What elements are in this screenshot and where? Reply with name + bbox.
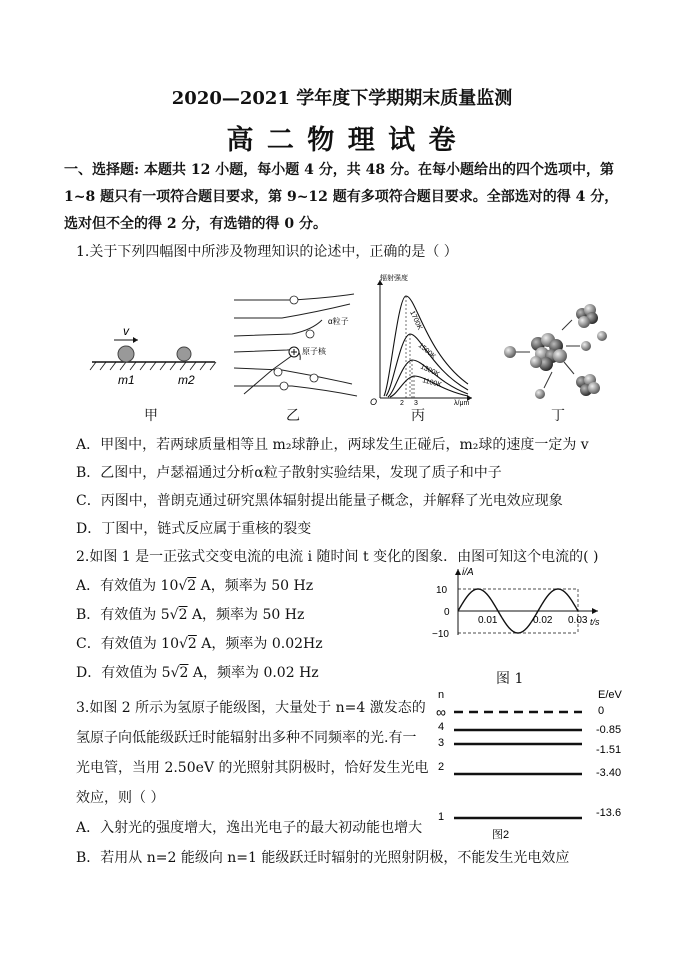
caption-jia: 甲 xyxy=(144,408,158,424)
v-label: v xyxy=(123,324,129,338)
q1-option-d: D．丁图中，链式反应属于重核的裂变 xyxy=(76,521,312,537)
caption-bing: 丙 xyxy=(411,408,425,424)
y-tick-10: 10 xyxy=(436,585,448,596)
fig-jia xyxy=(90,320,220,390)
q1-stem: 1.关于下列四幅图中所涉及物理知识的论述中，正确的是（ ） xyxy=(76,244,458,260)
level-2-n: 2 xyxy=(438,761,445,773)
q3-option-b: B．若用从 n=2 能级向 n=1 能级跃迁时辐射的光照射阴极，不能发生光电效应 xyxy=(76,850,570,866)
level-inf-e: 0 xyxy=(598,705,605,717)
q3-line3: 光电管，当用 2.50eV 的光照射其阴极时，恰好发生光电 xyxy=(76,760,429,776)
bing-ylabel: 辐射强度 xyxy=(380,275,408,282)
q2-option-a: A．有效值为 10√2 A，频率为 50 Hz xyxy=(76,578,314,594)
fig-bing xyxy=(368,274,478,406)
curve-label-3: 1300K xyxy=(419,363,441,379)
caption-ding: 丁 xyxy=(551,408,565,424)
sine-ylabel: i/A xyxy=(462,567,474,578)
figure-1-caption: 图 1 xyxy=(496,671,524,687)
exam-title: 2020—2021 学年度下学期期末质量监测 xyxy=(171,88,513,109)
level-4-n: 4 xyxy=(438,721,445,733)
sine-xlabel: t/s xyxy=(590,617,600,627)
curve-label-1: 1700K xyxy=(408,309,424,332)
bing-xlabel: λ/μm xyxy=(454,400,470,407)
q3-line2: 氢原子向低能级跃迁时能辐射出多种不同频率的光.有一 xyxy=(76,730,417,746)
level-3-e: -1.51 xyxy=(596,744,622,756)
bing-tick-2: 2 xyxy=(400,400,404,407)
fig-ding xyxy=(500,300,612,402)
y-tick-neg10: −10 xyxy=(432,629,449,640)
q2-stem: 2.如图 1 是一正弦式交变电流的电流 i 随时间 t 变化的图象．由图可知这个电流的( ) xyxy=(76,549,599,565)
x-tick-002: 0.02 xyxy=(533,615,553,626)
n-header: n xyxy=(438,689,445,701)
nucleus-label: 原子核 xyxy=(302,347,326,356)
section-instruction-line2: 1~8 题只有一项符合题目要求，第 9~12 题有多项符合题目要求。全部选对的得 4 分， xyxy=(64,189,619,205)
curve-label-2: 1500K xyxy=(416,342,437,361)
q1-option-a: A．甲图中，若两球质量相等且 m₂球静止，两球发生正碰后，m₂球的速度一定为 v xyxy=(76,437,589,453)
nucleus-cluster xyxy=(530,333,567,371)
q3-line1: 3.如图 2 所示为氢原子能级图，大量处于 n=4 激发态的 xyxy=(76,700,426,716)
caption-yi: 乙 xyxy=(286,408,300,424)
sqrt-icon: √ xyxy=(178,636,188,652)
figure-1-sine xyxy=(430,565,606,640)
m1-label: m1 xyxy=(118,373,135,387)
level-2-e: -3.40 xyxy=(596,767,622,779)
level-3-n: 3 xyxy=(438,737,445,749)
alpha-label: α粒子 xyxy=(328,317,349,326)
q2-option-b: B．有效值为 5√2 A，频率为 50 Hz xyxy=(76,607,305,623)
section-instruction-line1: 一、选择题: 本题共 12 小题，每小题 4 分，共 48 分。在每小题给出的四个选项中，第 xyxy=(64,162,614,178)
m2-label: m2 xyxy=(178,373,195,387)
e-header: E/eV xyxy=(598,689,622,701)
figure-2-caption: 图2 xyxy=(492,829,510,841)
sqrt-icon: √ xyxy=(170,665,180,681)
level-inf-n: ∞ xyxy=(436,704,446,720)
ball-m2 xyxy=(177,347,191,361)
q3-option-a: A．入射光的强度增大，逸出光电子的最大初动能也增大 xyxy=(76,820,423,836)
q2-option-c: C．有效值为 10√2 A，频率为 0.02Hz xyxy=(76,636,323,652)
x-tick-003: 0.03 xyxy=(568,615,588,626)
sqrt-icon: √ xyxy=(178,578,188,594)
x-tick-001: 0.01 xyxy=(478,615,498,626)
level-1-e: -13.6 xyxy=(596,807,622,819)
q1-option-c: C．丙图中，普朗克通过研究黑体辐射提出能量子概念，并解释了光电效应现象 xyxy=(76,493,563,509)
level-4-e: -0.85 xyxy=(596,724,622,736)
figure-2-energy-levels xyxy=(430,686,630,846)
bing-origin: O xyxy=(370,397,378,407)
section-instruction-line3: 选对但不全的得 2 分，有选错的得 0 分。 xyxy=(64,216,327,232)
subject-title: 高 二 物 理 试 卷 xyxy=(226,125,458,156)
level-1-n: 1 xyxy=(438,811,445,823)
fig-yi xyxy=(232,290,362,400)
sqrt-icon: √ xyxy=(169,607,179,623)
bing-tick-3: 3 xyxy=(414,400,418,407)
q2-option-d: D．有效值为 5√2 A，频率为 0.02 Hz xyxy=(76,665,319,681)
q3-line4: 效应，则（ ） xyxy=(76,790,165,806)
curve-label-4: 1100K xyxy=(421,377,443,390)
q1-option-b: B．乙图中，卢瑟福通过分析α粒子散射实验结果，发现了质子和中子 xyxy=(76,465,502,481)
y-tick-0: 0 xyxy=(444,607,450,618)
ball-m1 xyxy=(118,346,134,362)
